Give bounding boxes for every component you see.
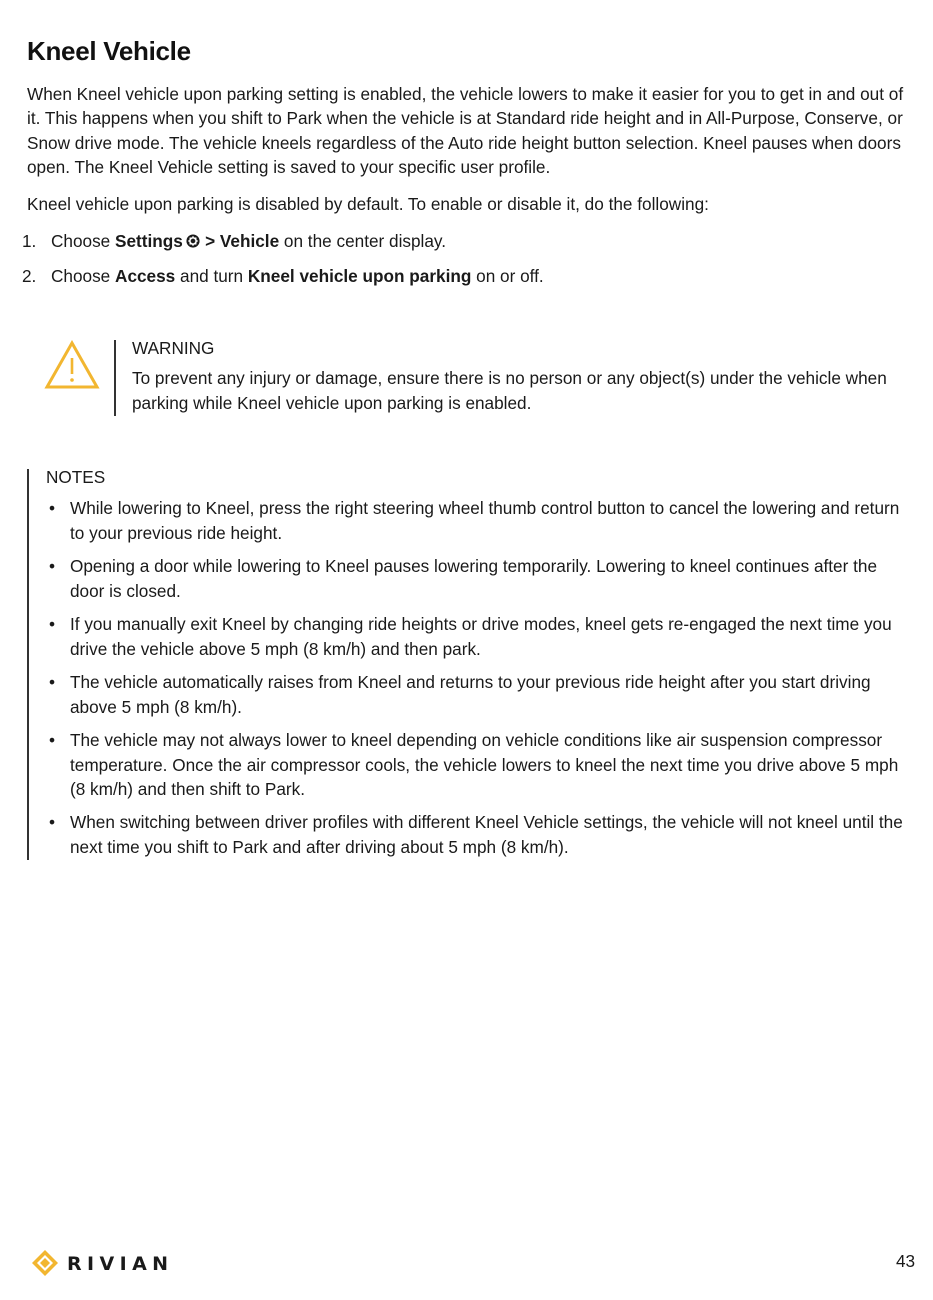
bullet: • <box>49 672 56 692</box>
bullet: • <box>49 614 56 634</box>
notes-title: NOTES <box>46 467 106 487</box>
step-text <box>51 229 446 253</box>
note-text: The vehicle automatically raises from Kneel and returns to your previous ride height after you start driving above 5 mph (8 km/h). <box>70 672 871 717</box>
intro-paragraph: When Kneel vehicle upon parking setting is enabled, the vehicle lowers to make it easier for you to get in and out of it. This happens when you shift to Park when the vehicle is at Standard ride height and in All-Purpose, Conserve, or Snow drive mode. The vehicle kneels regardless of the Auto ride height button selection. Kneel pauses when doors open. The Kneel Vehicle setting is saved to your specific user profile. <box>27 84 904 178</box>
kneel-setting-label: Kneel vehicle upon parking <box>247 266 472 286</box>
note-text: While lowering to Kneel, press the right steering wheel thumb control button to cancel the lowering and return to your previous ride height. <box>70 498 900 543</box>
step-suffix: on the center display. <box>279 231 447 251</box>
rivian-logo <box>31 1249 174 1277</box>
note-text: When switching between driver profiles with different Kneel Vehicle settings, the vehicle will not kneel until the next time you shift to Park and after driving about 5 mph (8 km/h). <box>70 812 903 857</box>
note-item <box>49 810 910 859</box>
note-item <box>49 612 910 661</box>
step-suffix: on or off. <box>471 266 544 286</box>
step-number: 2. <box>22 266 37 286</box>
settings-label: Settings <box>115 231 183 251</box>
bullet: • <box>49 498 56 518</box>
step-middle: and turn <box>175 266 248 286</box>
bullet: • <box>49 556 56 576</box>
warning-divider <box>114 340 116 416</box>
warning-box <box>44 338 909 418</box>
step-prefix: Choose <box>51 266 116 286</box>
default-paragraph: Kneel vehicle upon parking is disabled by default. To enable or disable it, do the following: <box>27 194 709 214</box>
warning-triangle-icon <box>44 340 100 390</box>
step-number: 1. <box>22 231 37 251</box>
note-text: The vehicle may not always lower to kneel depending on vehicle conditions like air suspension compressor temperature. Once the air compressor cools, the vehicle lowers to kneel the next time you drive above 5 mph (8 km/h) and then shift to Park. <box>70 730 899 799</box>
gear-icon <box>186 234 200 248</box>
note-item <box>49 554 910 603</box>
note-item <box>49 728 910 802</box>
logo-text: RIVIAN <box>67 1253 174 1275</box>
rivian-logo-icon <box>31 1249 59 1277</box>
step-text <box>51 264 544 288</box>
note-text: If you manually exit Kneel by changing ride heights or drive modes, kneel gets re-engaged the next time you drive the vehicle above 5 mph (8 km/h) and then park. <box>70 614 892 659</box>
warning-text: To prevent any injury or damage, ensure there is no person or any object(s) under the vehicle when parking while Kneel vehicle upon parking is enabled. <box>132 368 887 413</box>
bullet: • <box>49 812 56 832</box>
note-item <box>49 670 910 719</box>
bullet: • <box>49 730 56 750</box>
vehicle-label: > Vehicle <box>200 231 280 251</box>
note-item <box>49 496 910 545</box>
page-title: Kneel Vehicle <box>27 36 191 66</box>
step-prefix: Choose <box>51 231 116 251</box>
page-number: 43 <box>896 1251 916 1271</box>
notes-divider <box>27 469 29 860</box>
warning-title: WARNING <box>132 338 215 358</box>
note-text: Opening a door while lowering to Kneel pauses lowering temporarily. Lowering to kneel continues after the door is closed. <box>70 556 878 601</box>
access-label: Access <box>115 266 176 286</box>
